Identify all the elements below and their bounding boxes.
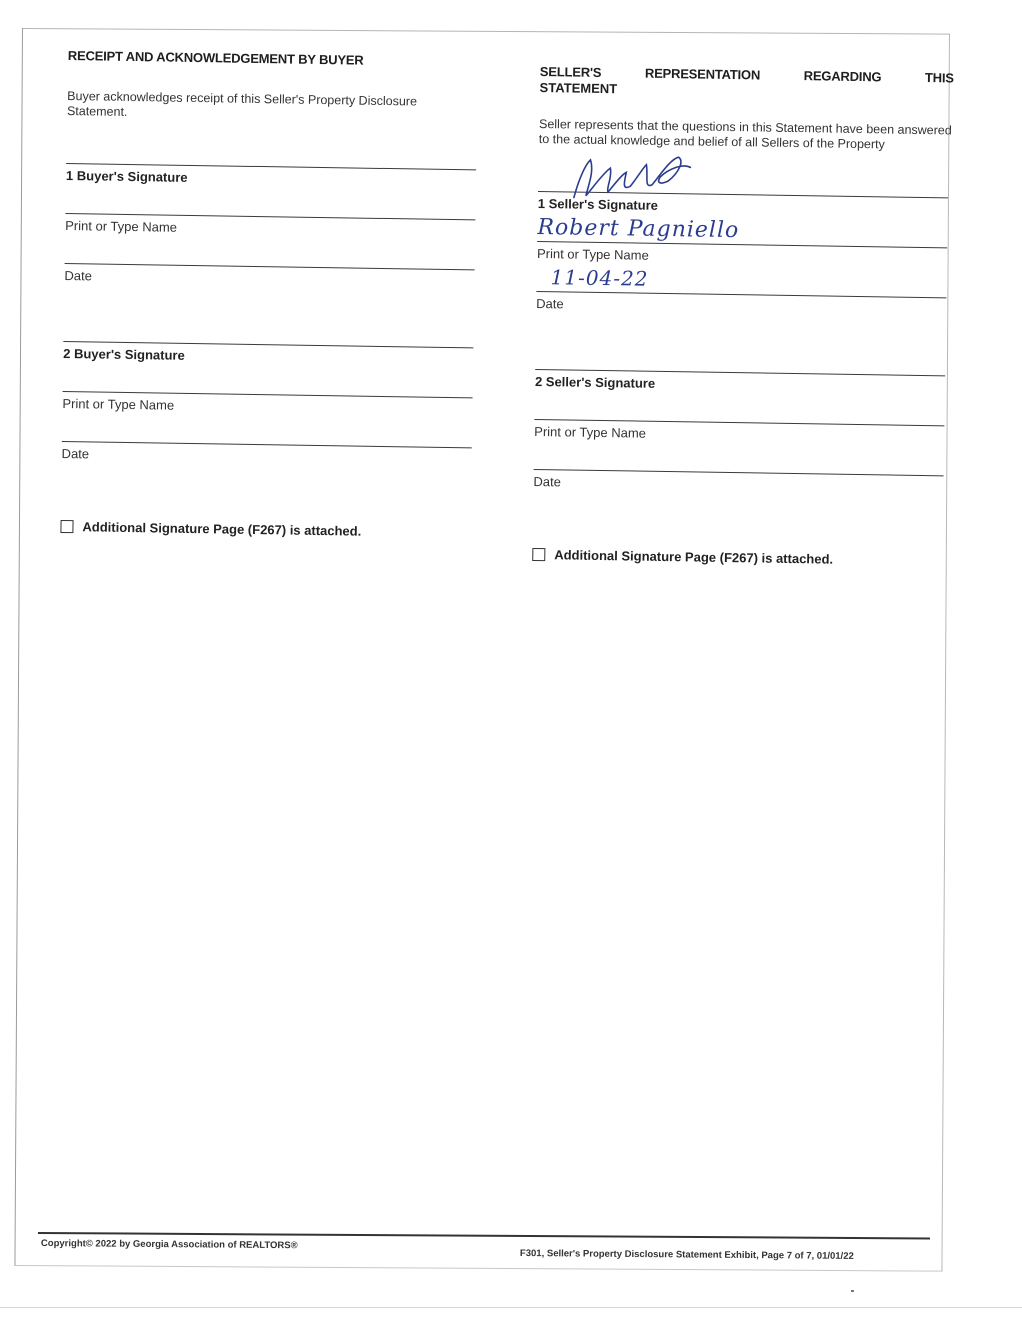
buyer-section bbox=[60, 48, 478, 540]
seller1-signature-label: 1 Seller's Signature bbox=[537, 195, 659, 213]
heading-word: REPRESENTATION bbox=[644, 65, 761, 83]
buyer1-name-label: Print or Type Name bbox=[65, 217, 178, 235]
buyer1-signature-field[interactable] bbox=[65, 163, 476, 219]
buyer-additional-signature-checkbox[interactable] bbox=[60, 520, 73, 533]
heading-word: THIS bbox=[924, 70, 954, 86]
seller-section bbox=[532, 64, 954, 568]
scan-speck bbox=[851, 1290, 854, 1292]
buyer1-date-field[interactable] bbox=[64, 263, 475, 319]
seller-section-heading-line2: STATEMENT bbox=[539, 79, 618, 97]
heading-word: REGARDING bbox=[803, 68, 882, 85]
seller2-name-label: Print or Type Name bbox=[534, 423, 647, 441]
seller1-date-field[interactable] bbox=[536, 265, 947, 347]
footer-copyright: Copyright© 2022 by Georgia Association of REALTORS® bbox=[40, 1238, 298, 1252]
buyer2-date-field[interactable] bbox=[61, 441, 472, 497]
buyer2-signature-field[interactable] bbox=[63, 341, 474, 397]
seller2-signature-label: 2 Seller's Signature bbox=[534, 373, 656, 391]
buyer-section-heading: RECEIPT AND ACKNOWLEDGEMENT BY BUYER bbox=[67, 48, 364, 68]
buyer1-name-field[interactable] bbox=[65, 213, 476, 269]
heading-word: SELLER'S bbox=[539, 64, 602, 80]
seller-additional-signature-checkbox[interactable] bbox=[532, 548, 545, 561]
seller1-name-label: Print or Type Name bbox=[536, 245, 649, 263]
buyer2-signature-label: 2 Buyer's Signature bbox=[63, 345, 185, 363]
footer-form-info: F301, Seller's Property Disclosure Statement Exhibit, Page 7 of 7, 01/01/22 bbox=[519, 1248, 854, 1262]
seller-representation-text: Seller represents that the questions in this Statement have been answered to the actual knowledge and belief of all Sellers of the Property bbox=[538, 116, 952, 152]
seller-additional-signature-label: Additional Signature Page (F267) is attached. bbox=[554, 547, 834, 567]
buyer1-date-label: Date bbox=[64, 267, 93, 284]
buyer2-name-label: Print or Type Name bbox=[62, 395, 175, 413]
seller1-handwritten-date: 11-04-22 bbox=[550, 265, 649, 291]
seller2-date-label: Date bbox=[533, 473, 562, 490]
seller2-date-field[interactable] bbox=[533, 469, 944, 525]
seller1-date-label: Date bbox=[536, 295, 564, 312]
buyer2-date-label: Date bbox=[61, 445, 90, 462]
buyer1-signature-label: 1 Buyer's Signature bbox=[65, 167, 188, 185]
seller1-handwritten-name: Robert Pagniello bbox=[537, 214, 740, 244]
seller2-signature-field[interactable] bbox=[534, 369, 945, 425]
buyer-acknowledgement-text: Buyer acknowledges receipt of this Seller's Property Disclosure Statement. bbox=[66, 88, 418, 119]
seller2-name-field[interactable] bbox=[534, 419, 945, 475]
buyer2-name-field[interactable] bbox=[62, 391, 473, 447]
scan-edge-line bbox=[0, 1307, 1022, 1308]
buyer-additional-signature-label: Additional Signature Page (F267) is attached. bbox=[82, 519, 362, 539]
